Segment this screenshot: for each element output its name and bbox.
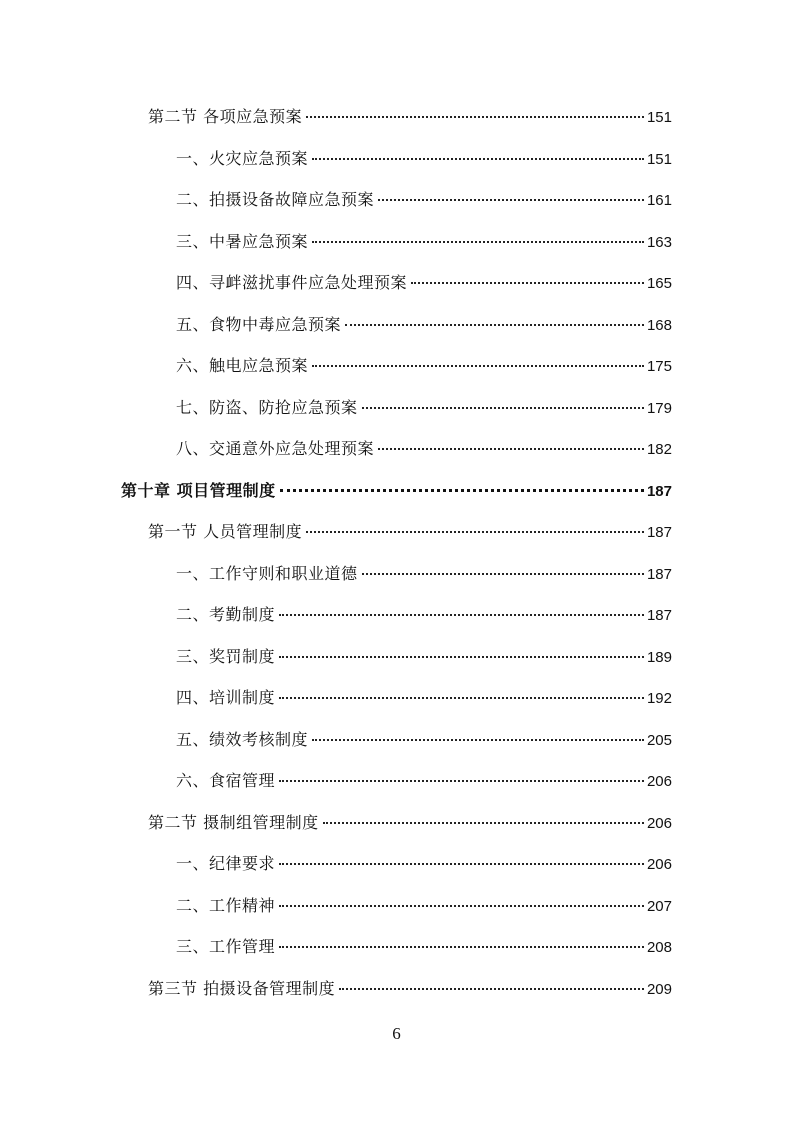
toc-dot-leader [279, 862, 644, 865]
toc-entry-label: 二、工作精神 [176, 896, 276, 915]
toc-dot-leader [306, 530, 644, 533]
toc-entry-page: 206 [646, 856, 672, 873]
toc-dot-leader [312, 738, 644, 741]
toc-entry-section[interactable] [148, 520, 672, 544]
toc-entry-page: 189 [646, 649, 672, 666]
toc-entry-item[interactable] [176, 230, 672, 254]
toc-entry-page: 175 [646, 358, 672, 375]
toc-dot-leader [279, 696, 644, 699]
toc-dot-leader [280, 488, 644, 492]
toc-entry-page: 151 [646, 109, 672, 126]
toc-dot-leader [362, 406, 644, 409]
toc-entry-page: 163 [646, 234, 672, 251]
toc-entry-item[interactable] [176, 354, 672, 378]
toc-entry-label: 一、纪律要求 [176, 854, 276, 873]
toc-dot-leader [312, 157, 644, 160]
toc-dot-leader [279, 945, 644, 948]
toc-entry-item[interactable] [176, 852, 672, 876]
toc-dot-leader [362, 572, 644, 575]
toc-entry-section[interactable] [148, 105, 672, 129]
toc-entry-section[interactable] [148, 977, 672, 1001]
toc-entry-page: 206 [646, 815, 672, 832]
toc-dot-leader [378, 198, 644, 201]
toc-entry-label: 七、防盗、防抢应急预案 [176, 398, 358, 417]
toc-entry-label: 第二节 各项应急预案 [148, 107, 303, 126]
toc-entry-label: 二、拍摄设备故障应急预案 [176, 190, 375, 209]
toc-entry-chapter[interactable] [121, 479, 672, 503]
toc-entry-page: 207 [646, 898, 672, 915]
toc-entry-item[interactable] [176, 769, 672, 793]
toc-entry-label: 第二节 摄制组管理制度 [148, 813, 319, 832]
toc-entry-page: 165 [646, 275, 672, 292]
toc-entry-item[interactable] [176, 271, 672, 295]
toc-entry-page: 208 [646, 939, 672, 956]
toc-entry-label: 第十章 项目管理制度 [121, 481, 276, 500]
toc-entry-label: 三、工作管理 [176, 937, 276, 956]
toc-dot-leader [345, 323, 644, 326]
toc-dot-leader [378, 447, 644, 450]
toc-entry-page: 209 [646, 981, 672, 998]
toc-dot-leader [279, 904, 644, 907]
toc-entry-page: 182 [646, 441, 672, 458]
toc-entry-item[interactable] [176, 188, 672, 212]
toc-entry-page: 206 [646, 773, 672, 790]
toc-entry-label: 第一节 人员管理制度 [148, 522, 303, 541]
toc-entry-page: 151 [646, 151, 672, 168]
toc-dot-leader [279, 655, 644, 658]
toc-entry-label: 第三节 拍摄设备管理制度 [148, 979, 336, 998]
toc-entry-item[interactable] [176, 396, 672, 420]
toc-entry-page: 187 [646, 566, 672, 583]
toc-dot-leader [306, 115, 644, 118]
page-number: 6 [392, 1024, 401, 1043]
toc-dot-leader [279, 779, 644, 782]
toc-entry-label: 六、触电应急预案 [176, 356, 309, 375]
toc-entry-label: 一、火灾应急预案 [176, 149, 309, 168]
toc-entry-page: 161 [646, 192, 672, 209]
toc-entry-page: 179 [646, 400, 672, 417]
toc-dot-leader [323, 821, 644, 824]
toc-entry-page: 192 [646, 690, 672, 707]
toc-entry-item[interactable] [176, 437, 672, 461]
toc-entry-item[interactable] [176, 935, 672, 959]
toc-dot-leader [279, 613, 644, 616]
toc-entry-section[interactable] [148, 811, 672, 835]
toc-entry-label: 四、培训制度 [176, 688, 276, 707]
toc-entry-item[interactable] [176, 313, 672, 337]
toc-entry-item[interactable] [176, 728, 672, 752]
toc-dot-leader [312, 240, 644, 243]
toc-entry-page: 168 [646, 317, 672, 334]
toc-dot-leader [339, 987, 644, 990]
toc-entry-item[interactable] [176, 686, 672, 710]
toc-entry-item[interactable] [176, 147, 672, 171]
toc-entry-page: 187 [646, 524, 672, 541]
toc-entry-item[interactable] [176, 603, 672, 627]
toc-entry-label: 三、中暑应急预案 [176, 232, 309, 251]
toc-entry-item[interactable] [176, 645, 672, 669]
toc-entry-label: 三、奖罚制度 [176, 647, 276, 666]
toc-entry-label: 二、考勤制度 [176, 605, 276, 624]
toc-entry-page: 187 [646, 483, 672, 500]
toc-entry-page: 205 [646, 732, 672, 749]
toc-entry-label: 五、食物中毒应急预案 [176, 315, 342, 334]
toc-dot-leader [411, 281, 644, 284]
toc-entry-page: 187 [646, 607, 672, 624]
toc-entry-item[interactable] [176, 894, 672, 918]
toc-entry-label: 六、食宿管理 [176, 771, 276, 790]
toc-entry-label: 五、绩效考核制度 [176, 730, 309, 749]
toc-entry-item[interactable] [176, 562, 672, 586]
toc-entry-label: 一、工作守则和职业道德 [176, 564, 358, 583]
toc-entry-label: 四、寻衅滋扰事件应急处理预案 [176, 273, 408, 292]
toc-entry-label: 八、交通意外应急处理预案 [176, 439, 375, 458]
toc-dot-leader [312, 364, 644, 367]
